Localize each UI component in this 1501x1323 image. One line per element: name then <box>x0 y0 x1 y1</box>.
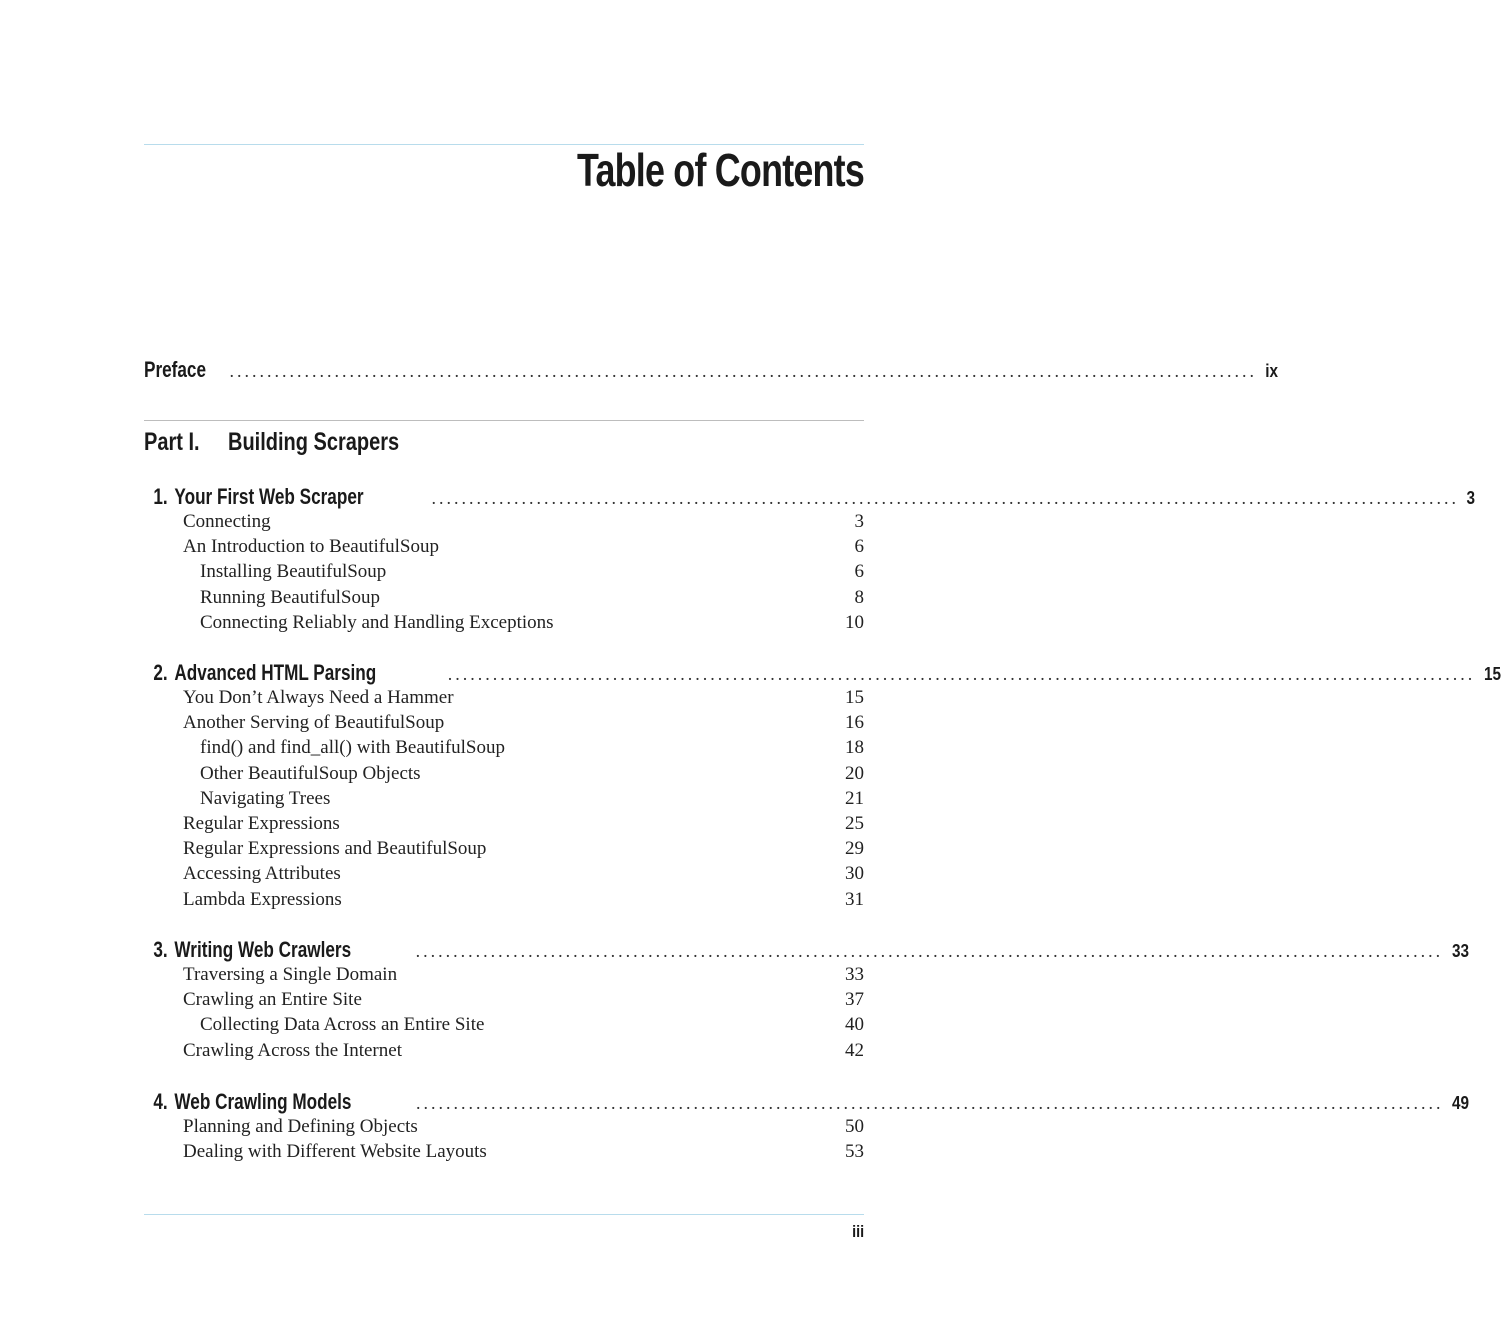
entry-title: Other BeautifulSoup Objects <box>200 762 421 784</box>
entry-page: 29 <box>845 838 864 860</box>
chapter-title: Advanced HTML Parsing <box>174 660 377 685</box>
toc-entry[interactable] <box>144 587 864 612</box>
entry-title: Dealing with Different Website Layouts <box>183 1141 487 1163</box>
toc-entry[interactable] <box>144 687 864 712</box>
chapter-title: Writing Web Crawlers <box>174 937 352 962</box>
entry-title: Regular Expressions and BeautifulSoup <box>183 838 487 860</box>
entry-page: 18 <box>845 737 864 759</box>
entry-title: Traversing a Single Domain <box>183 964 398 985</box>
leader-dots: ......................................................................................................................................... <box>447 664 1476 684</box>
toc-entry[interactable] <box>144 612 864 637</box>
toc-entry[interactable] <box>144 1040 864 1065</box>
chapter-page: 33 <box>1452 941 1470 961</box>
toc-entry[interactable] <box>144 561 864 586</box>
entry-page: 25 <box>845 813 864 834</box>
part-rule <box>144 420 864 421</box>
footer-page-number: iii <box>851 1222 864 1241</box>
page-title: Table of Contents <box>576 144 864 196</box>
toc-entry[interactable] <box>144 1141 864 1166</box>
toc-entry[interactable] <box>144 838 864 863</box>
toc-entry[interactable] <box>144 536 864 561</box>
entry-page: 16 <box>845 712 864 734</box>
entry-page: 21 <box>845 787 864 809</box>
toc-entry[interactable] <box>144 511 864 536</box>
toc-chapter-1[interactable] <box>144 484 1475 509</box>
toc-entry[interactable] <box>144 1116 864 1141</box>
entry-title: Accessing Attributes <box>183 863 341 885</box>
entry-page: 50 <box>845 1116 864 1137</box>
entry-page: 15 <box>845 687 864 708</box>
part-heading <box>144 428 399 457</box>
entry-page: 30 <box>845 863 864 885</box>
bottom-rule <box>144 1214 864 1215</box>
leader-dots: ......................................................................................................................................... <box>431 488 1459 508</box>
chapter-title: Your First Web Scraper <box>174 484 364 509</box>
toc-entry[interactable] <box>144 763 864 788</box>
entry-page: 6 <box>854 536 864 558</box>
leader-dots: ......................................................................................................................................... <box>415 941 1444 961</box>
entry-title: Navigating Trees <box>200 787 331 809</box>
entry-title: You Don’t Always Need a Hammer <box>183 687 454 708</box>
part-label: Part I. <box>144 428 200 456</box>
entry-title: Collecting Data Across an Entire Site <box>200 1014 485 1036</box>
entry-page: 42 <box>845 1039 864 1061</box>
toc-entry[interactable] <box>144 964 864 989</box>
entry-title: find() and find_all() with BeautifulSoup <box>200 737 505 759</box>
chapter-number: 2. <box>153 660 168 685</box>
chapter-number: 4. <box>153 1089 168 1114</box>
entry-title: Running BeautifulSoup <box>200 586 380 608</box>
entry-page: 53 <box>845 1141 864 1163</box>
entry-title: Connecting <box>183 511 271 532</box>
toc-preface[interactable] <box>144 357 1279 382</box>
entry-page: 31 <box>845 888 864 910</box>
entry-title: Connecting Reliably and Handling Exceptions <box>200 611 554 633</box>
toc-entry[interactable] <box>144 1014 864 1039</box>
toc-entry[interactable] <box>144 813 864 838</box>
chapter-page: 3 <box>1466 488 1475 508</box>
chapter-number: 1. <box>153 484 168 509</box>
entry-title: Regular Expressions <box>183 813 340 834</box>
entry-page: 8 <box>854 586 864 608</box>
preface-page: ix <box>1265 361 1279 381</box>
chapter-number: 3. <box>153 937 168 962</box>
preface-label: Preface <box>144 357 207 382</box>
leader-dots: ......................................................................................................................................... <box>415 1093 1444 1113</box>
toc-entry[interactable] <box>144 788 864 813</box>
toc-entry[interactable] <box>144 889 864 914</box>
chapter-page: 49 <box>1452 1093 1470 1113</box>
toc-entry[interactable] <box>144 737 864 762</box>
entry-page: 6 <box>854 561 864 583</box>
toc-entry[interactable] <box>144 712 864 737</box>
leader-dots: ......................................................................................................................................... <box>229 361 1258 381</box>
toc-entry[interactable] <box>144 989 864 1014</box>
entry-page: 37 <box>845 989 864 1011</box>
entry-title: An Introduction to BeautifulSoup <box>183 536 439 558</box>
entry-title: Lambda Expressions <box>183 888 342 910</box>
toc-entry[interactable] <box>144 863 864 888</box>
entry-title: Planning and Defining Objects <box>183 1116 418 1137</box>
entry-title: Another Serving of BeautifulSoup <box>183 712 445 734</box>
entry-page: 10 <box>845 611 864 633</box>
entry-page: 20 <box>845 762 864 784</box>
chapter-title: Web Crawling Models <box>174 1089 352 1114</box>
toc-chapter-3[interactable] <box>144 937 1470 962</box>
chapter-page: 15 <box>1484 664 1501 684</box>
entry-page: 3 <box>854 511 864 532</box>
entry-title: Crawling an Entire Site <box>183 989 362 1011</box>
entry-page: 33 <box>845 964 864 985</box>
toc-chapter-4[interactable] <box>144 1089 1470 1114</box>
entry-page: 40 <box>845 1014 864 1036</box>
entry-title: Installing BeautifulSoup <box>200 561 387 583</box>
part-title: Building Scrapers <box>228 428 400 456</box>
toc-chapter-2[interactable] <box>144 660 1501 685</box>
entry-title: Crawling Across the Internet <box>183 1039 402 1061</box>
